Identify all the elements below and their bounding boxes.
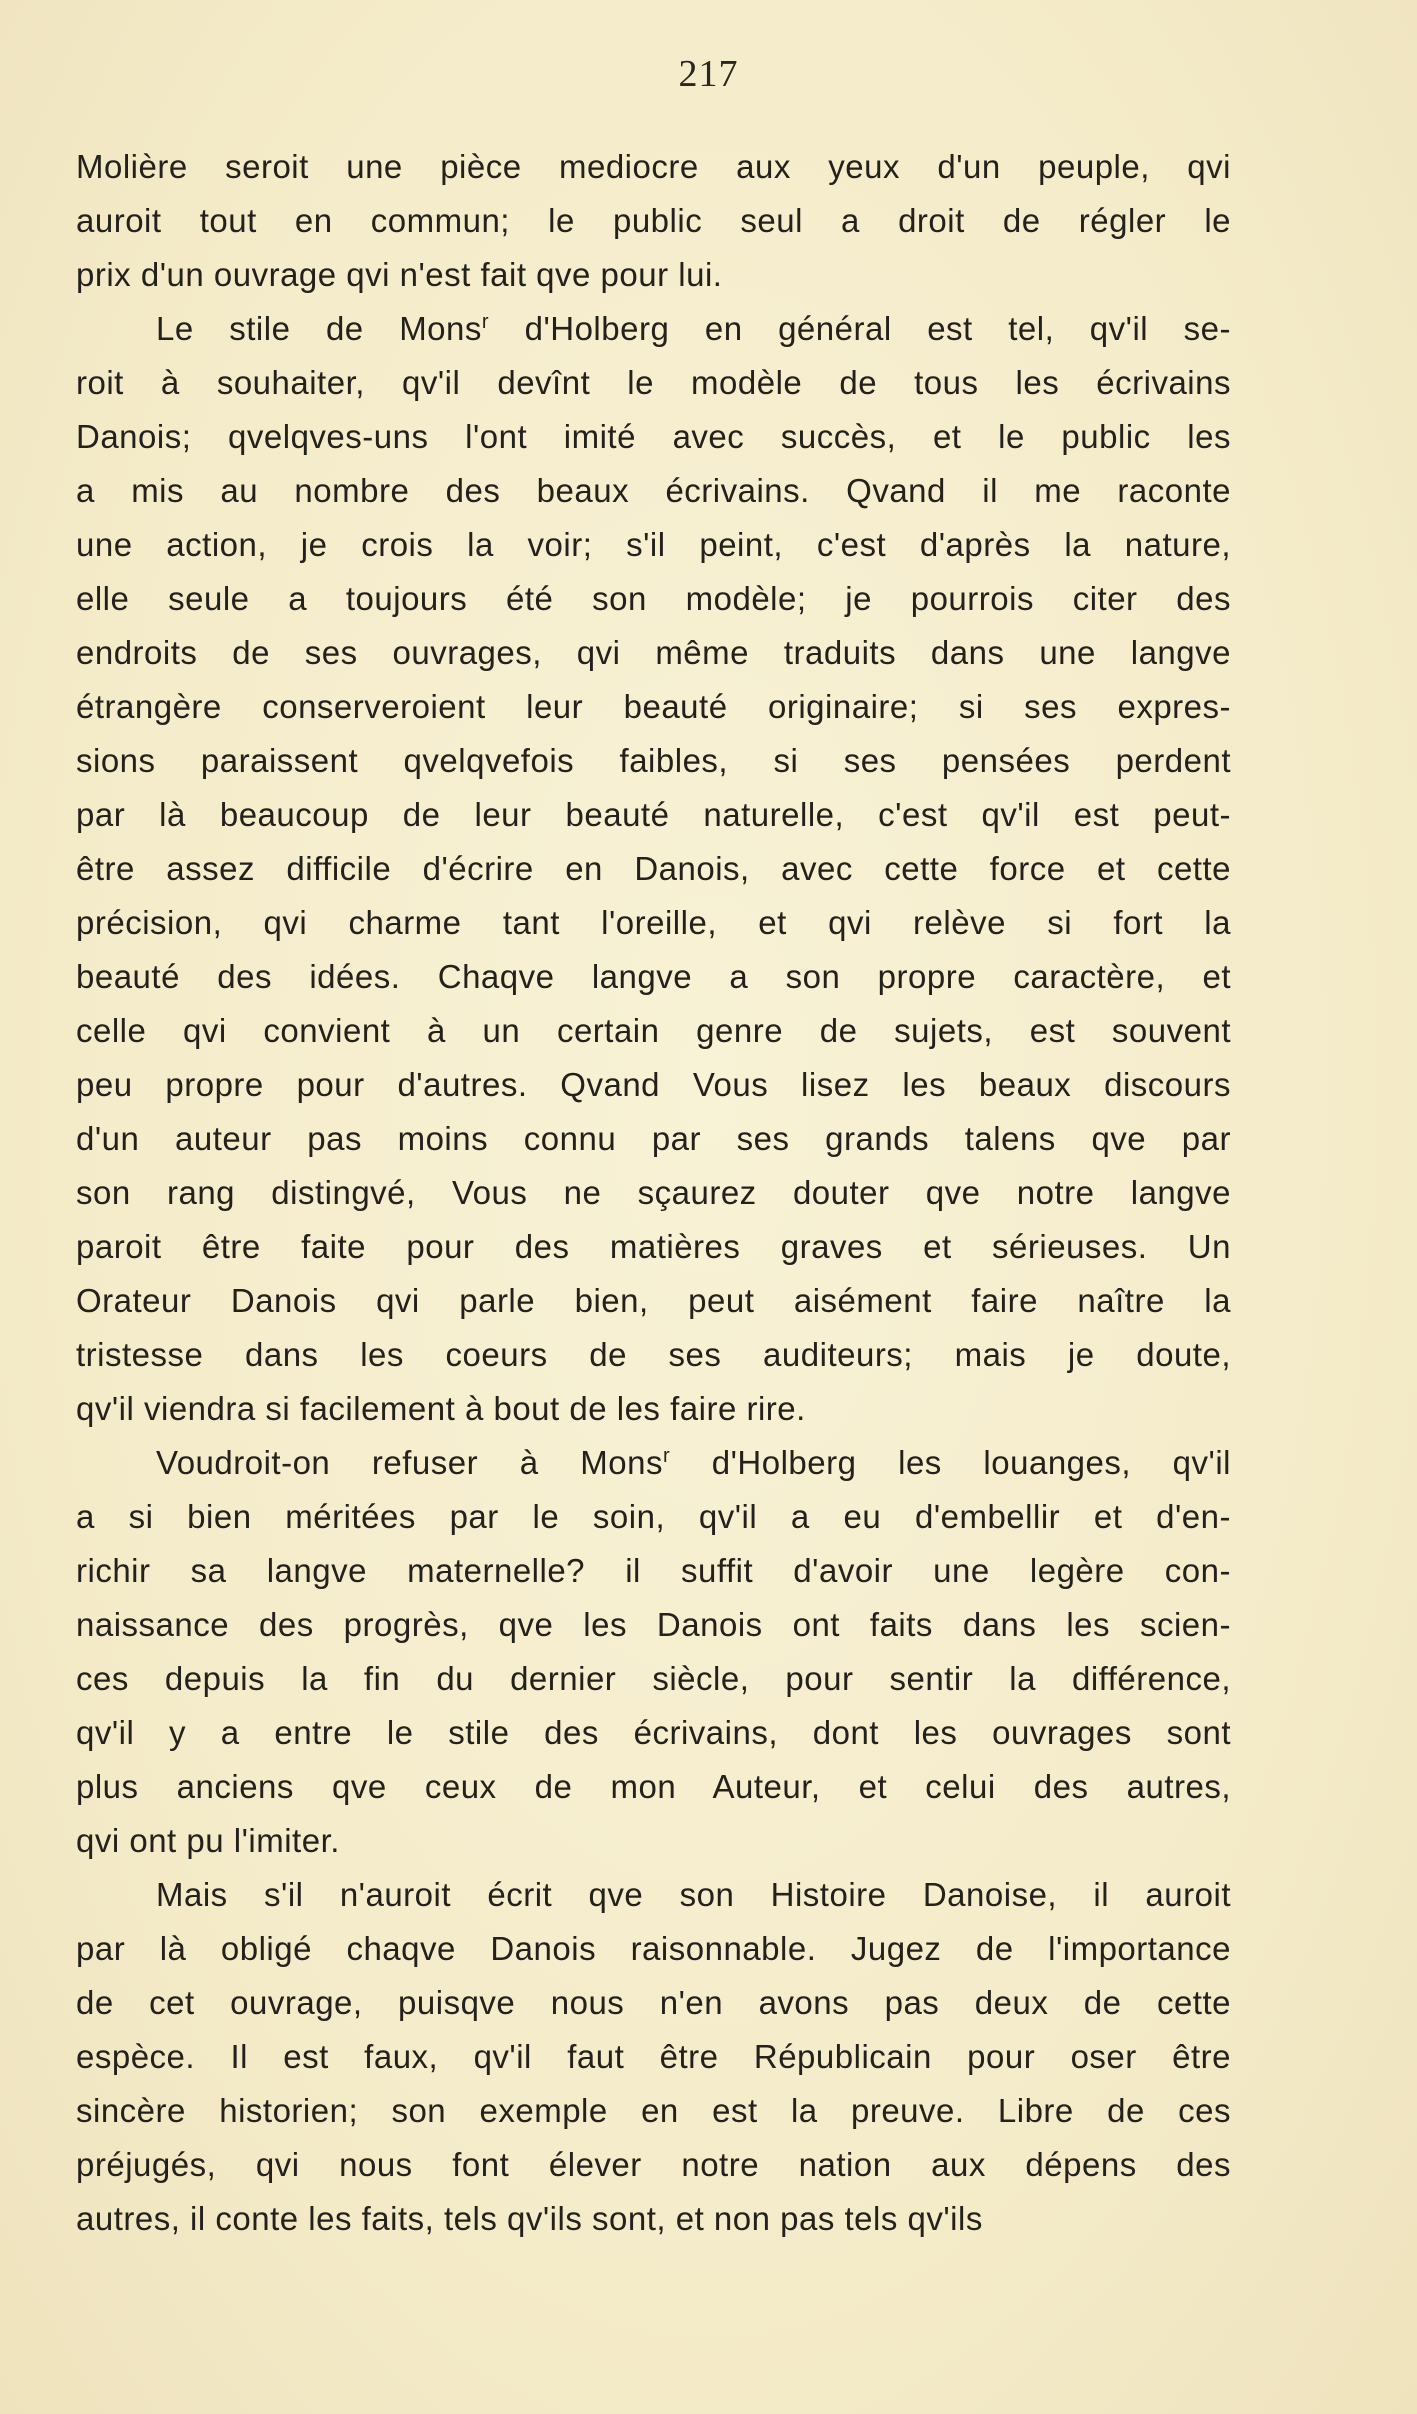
page-number: 217 [678,53,739,95]
text-line: qv'il y a entre le stile des écrivains, dont les ouvrages sont [76,1714,1231,1751]
text-line: préjugés, qvi nous font élever notre nation aux dépens des [76,2146,1231,2183]
text-line: par là beaucoup de leur beauté naturelle, c'est qv'il est peut- [76,796,1231,833]
text-line: espèce. Il est faux, qv'il faut être Républicain pour oser être [76,2038,1231,2075]
text-line: une action, je crois la voir; s'il peint, c'est d'après la nature, [76,526,1231,563]
text-line: autres, il conte les faits, tels qv'ils sont, et non pas tels qv'ils [76,2200,983,2237]
text-line: roit à souhaiter, qv'il devînt le modèle de tous les écrivains [76,364,1231,401]
text-line: par là obligé chaqve Danois raisonnable. Jugez de l'importance [76,1930,1231,1967]
text-line: étrangère conserveroient leur beauté originaire; si ses expres- [76,688,1231,725]
text-line: précision, qvi charme tant l'oreille, et qvi relève si fort la [76,904,1231,941]
text-line: plus anciens qve ceux de mon Auteur, et celui des autres, [76,1768,1231,1805]
text-line: sions paraissent qvelqvefois faibles, si ses pensées perdent [76,742,1231,779]
text-line: a mis au nombre des beaux écrivains. Qvand il me raconte [76,472,1231,509]
body-text [76,140,1231,2246]
text-line: richir sa langve maternelle? il suffit d'avoir une legère con- [76,1552,1231,1589]
text-line: Le stile de Mons$^r$ d'Holberg en général est tel, qv'il se- [156,310,1231,347]
text-line: naissance des progrès, qve les Danois ont faits dans les scien- [76,1606,1231,1643]
text-line: Voudroit-on refuser à Mons$^r$ d'Holberg les louanges, qv'il [156,1444,1231,1481]
text-line: tristesse dans les coeurs de ses auditeurs; mais je doute, [76,1336,1231,1373]
text-line: qvi ont pu l'imiter. [76,1822,340,1859]
text-line: d'un auteur pas moins connu par ses grands talens qve par [76,1120,1231,1157]
text-line: de cet ouvrage, puisqve nous n'en avons pas deux de cette [76,1984,1231,2021]
text-line: celle qvi convient à un certain genre de sujets, est souvent [76,1012,1231,1049]
text-line: être assez difficile d'écrire en Danois, avec cette force et cette [76,850,1231,887]
text-line: son rang distingvé, Vous ne sçaurez douter qve notre langve [76,1174,1231,1211]
text-line: elle seule a toujours été son modèle; je pourrois citer des [76,580,1231,617]
text-line: peu propre pour d'autres. Qvand Vous lisez les beaux discours [76,1066,1231,1103]
text-line: ces depuis la fin du dernier siècle, pour sentir la différence, [76,1660,1231,1697]
text-line: beauté des idées. Chaqve langve a son propre caractère, et [76,958,1231,995]
text-line: endroits de ses ouvrages, qvi même traduits dans une langve [76,634,1231,671]
text-line: paroit être faite pour des matières graves et sérieuses. Un [76,1228,1231,1265]
text-line: Mais s'il n'auroit écrit qve son Histoire Danoise, il auroit [156,1876,1231,1913]
paragraph [76,302,1231,1436]
text-line: auroit tout en commun; le public seul a droit de régler le [76,202,1231,239]
text-line: sincère historien; son exemple en est la preuve. Libre de ces [76,2092,1231,2129]
text-line: prix d'un ouvrage qvi n'est fait qve pour lui. [76,256,723,293]
paragraph [76,1436,1231,1868]
text-line: a si bien méritées par le soin, qv'il a eu d'embellir et d'en- [76,1498,1231,1535]
paragraph [76,1868,1231,2246]
text-line: qv'il viendra si facilement à bout de les faire rire. [76,1390,806,1427]
paragraph [76,140,1231,302]
text-line: Molière seroit une pièce mediocre aux yeux d'un peuple, qvi [76,148,1231,185]
text-line: Orateur Danois qvi parle bien, peut aisément faire naître la [76,1282,1231,1319]
text-line: Danois; qvelqves-uns l'ont imité avec succès, et le public les [76,418,1231,455]
